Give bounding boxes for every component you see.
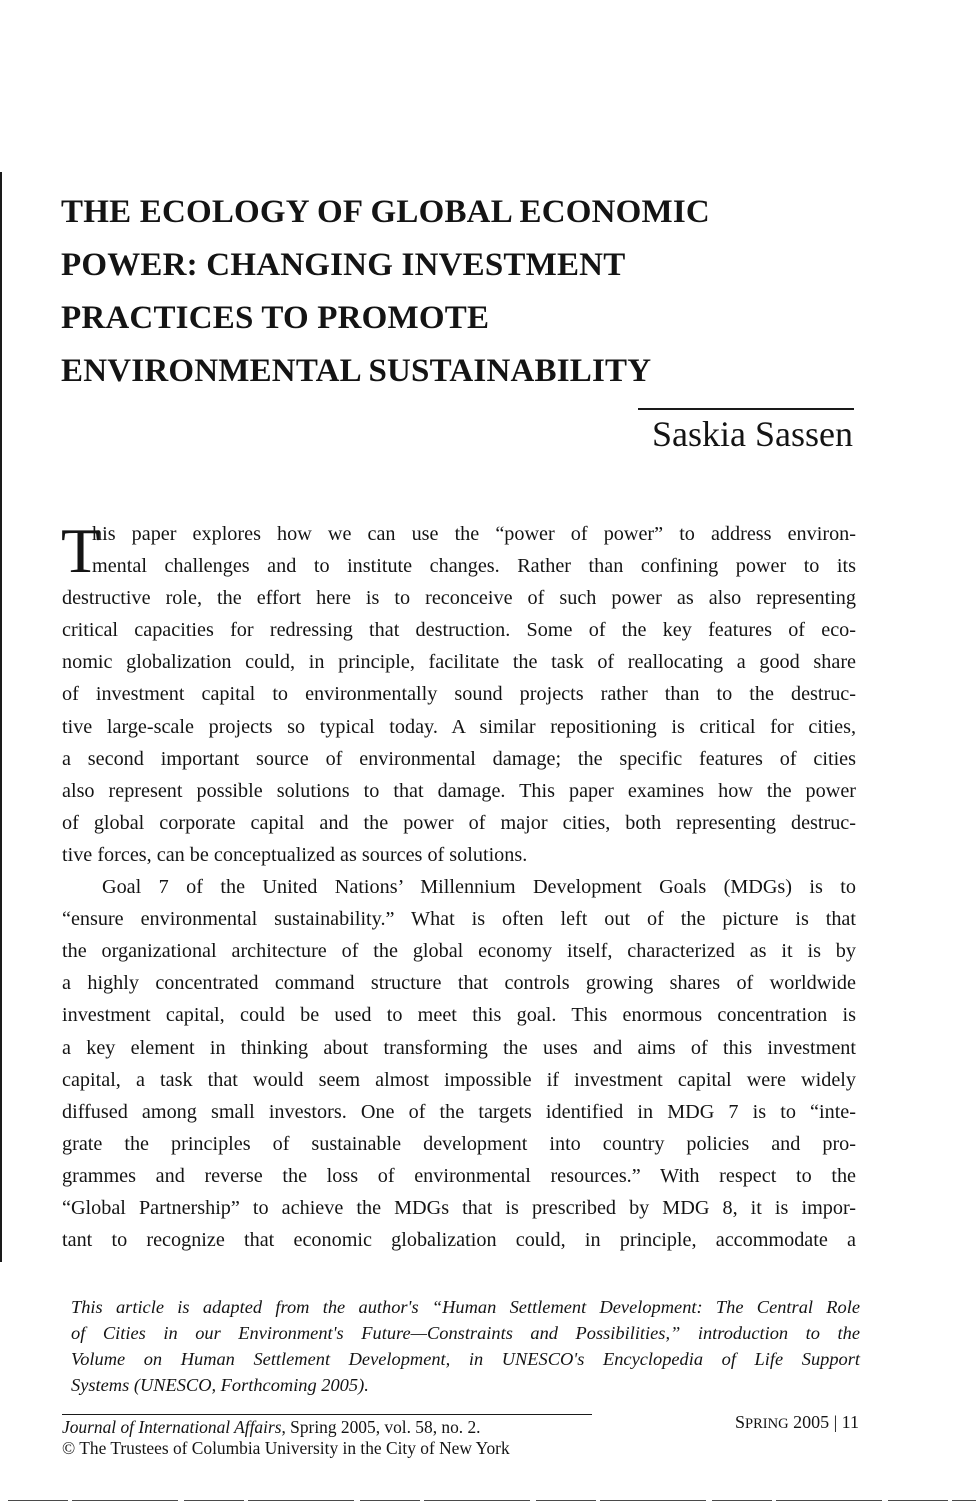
copyright-line: © The Trustees of Columbia University in the City of New York (62, 1438, 510, 1458)
citation-line (62, 1417, 510, 1438)
title-line: POWER: CHANGING INVESTMENT (61, 247, 626, 283)
body-line: “ensure environmental sustainability.” What is often left out of the picture is that (62, 908, 856, 931)
body-line: also represent possible solutions to that damage. This paper examines how the power (62, 779, 856, 802)
body-line: of global corporate capital and the power of major cities, both representing destruc- (62, 811, 856, 834)
author-name: Saskia Sassen (652, 414, 853, 454)
source-note (71, 1294, 860, 1398)
body-line: destructive role, the effort here is to reconceive of such power as also representing (62, 587, 856, 610)
body-line: nomic globalization could, in principle, facilitate the task of reallocating a good share (62, 651, 856, 674)
journal-issue: , Spring 2005, vol. 58, no. 2. (281, 1417, 481, 1437)
journal-name: Journal of International Affairs (62, 1417, 282, 1437)
body-line: tive forces, can be conceptualized as sources of solutions. (62, 843, 528, 866)
note-line: This article is adapted from the author's “Human Settlement Development: The Central Role (71, 1297, 860, 1317)
body-line: his paper explores how we can use the “power of power” to address environ- (92, 523, 856, 545)
body-line: critical capacities for redressing that destruction. Some of the key features of eco- (62, 619, 856, 642)
season-rest: PRING (745, 1416, 789, 1432)
body-line: investment capital, could be used to meet this goal. This enormous concentration is (62, 1004, 856, 1027)
title-line: THE ECOLOGY OF GLOBAL ECONOMIC (61, 194, 710, 230)
body-line: the organizational architecture of the global economy itself, characterized as it is by (62, 940, 856, 963)
body-line: diffused among small investors. One of the targets identified in MDG 7 is to “inte- (62, 1100, 856, 1123)
body-line: tive large-scale projects so typical today. A similar repositioning is critical for cities, (62, 715, 856, 738)
body-line: tant to recognize that economic globalization could, in principle, accommodate a (62, 1229, 856, 1252)
page-number (735, 1410, 859, 1436)
body-line: capital, a task that would seem almost impossible if investment capital were widely (62, 1068, 856, 1091)
title-line: PRACTICES TO PROMOTE (61, 300, 490, 336)
article-body (61, 515, 856, 1256)
note-line: Systems (UNESCO, Forthcoming 2005). (71, 1375, 369, 1395)
scan-bottom-rule (8, 1500, 976, 1501)
drop-cap: T (61, 515, 101, 586)
body-line: a highly concentrated command structure that controls growing shares of worldwide (62, 972, 856, 995)
body-line: “Global Partnership” to achieve the MDGs that is prescribed by MDG 8, it is impor- (62, 1196, 856, 1219)
body-line: of investment capital to environmentally sound projects rather than to the destruc- (62, 683, 856, 706)
body-line: a second important source of environmental damage; the specific features of cities (62, 747, 856, 770)
body-line: grate the principles of sustainable development into country policies and pro- (62, 1132, 856, 1155)
journal-citation (62, 1417, 510, 1459)
footer-rule (62, 1414, 592, 1415)
title-line: ENVIRONMENTAL SUSTAINABILITY (61, 353, 652, 389)
season-initial: S (735, 1412, 746, 1432)
body-line: a key element in thinking about transforming the uses and aims of this investment (62, 1036, 856, 1059)
article-title (61, 186, 881, 398)
page-edge-line (0, 172, 2, 1262)
body-line: grammes and reverse the loss of environmental resources.” With respect to the (62, 1164, 856, 1187)
body-line: Goal 7 of the United Nations’ Millennium Development Goals (MDGs) is to (102, 876, 856, 899)
note-line: of Cities in our Environment's Future—Constraints and Possibilities,” introduction to the (71, 1323, 860, 1343)
author-rule (638, 408, 854, 410)
note-line: Volume on Human Settlement Development, in UNESCO's Encyclopedia of Life Support (71, 1349, 860, 1369)
page-ref: 2005 | 11 (788, 1412, 859, 1432)
body-line: mental challenges and to institute changes. Rather than confining power to its (92, 555, 856, 578)
